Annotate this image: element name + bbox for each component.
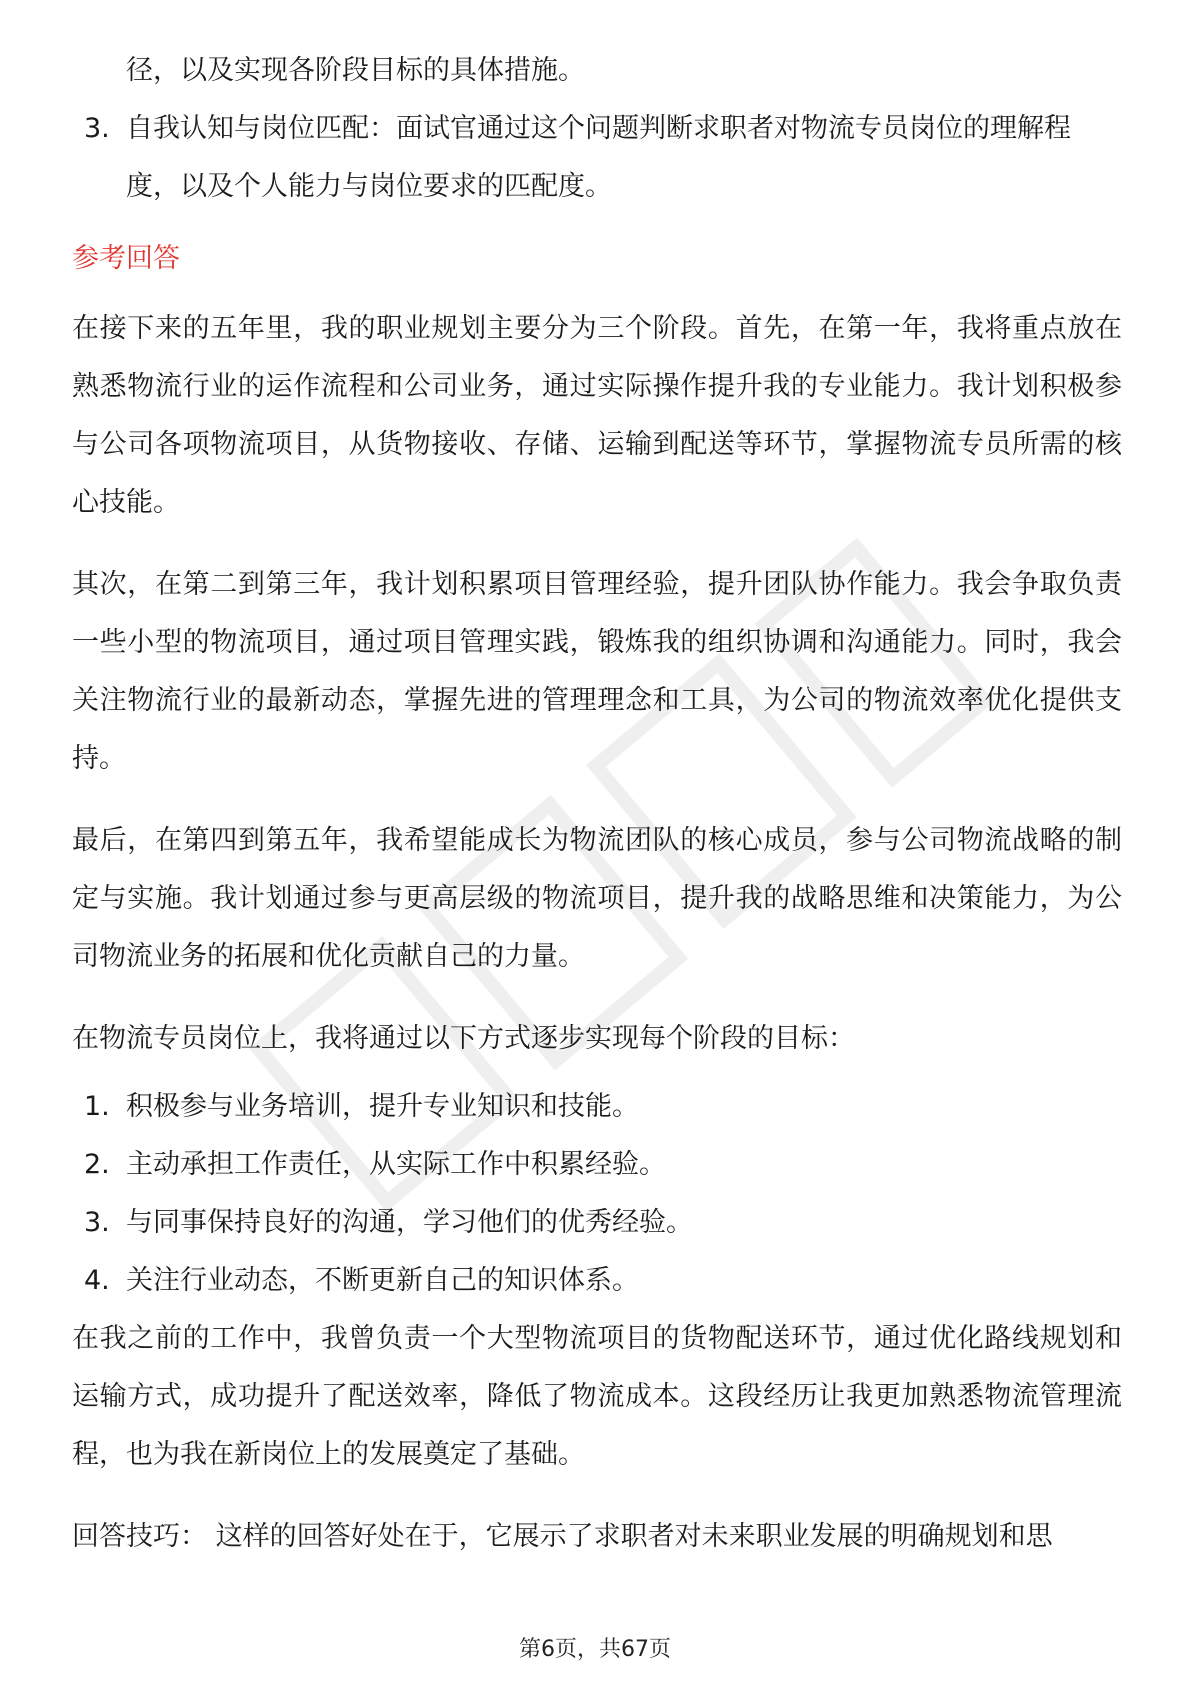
list-item: [72, 1194, 1122, 1252]
list-item: [72, 1136, 1122, 1194]
paragraph-stage-three: 最后，在第四到第五年，我希望能成长为物流团队的核心成员，参与公司物流战略的制定与实施。我计划通过参与更高层级的物流项目，提升我的战略思维和决策能力，为公司物流业务的拓展和优化贡献自己的力量。: [72, 825, 1122, 972]
paragraph-stage-two: 其次，在第二到第三年，我计划积累项目管理经验，提升团队协作能力。我会争取负责一些小型的物流项目，通过项目管理实践，锻炼我的组织协调和沟通能力。同时，我会关注物流行业的最新动态，掌握先进的管理理念和工具，为公司的物流效率优化提供支持。: [72, 569, 1122, 774]
continued-line: 径，以及实现各阶段目标的具体措施。: [126, 55, 585, 86]
section-title: 参考回答: [72, 243, 180, 274]
list-number: 3.: [84, 113, 110, 144]
list-item: [72, 1078, 1122, 1136]
list-number: 3.: [84, 1207, 110, 1238]
list-text: 积极参与业务培训，提升专业知识和技能。: [126, 1091, 639, 1122]
list-number: 1.: [84, 1091, 110, 1122]
list-text: 主动承担工作责任，从实际工作中积累经验。: [126, 1149, 666, 1180]
document-content: [72, 42, 1122, 1566]
paragraph-methods-intro: 在物流专员岗位上，我将通过以下方式逐步实现每个阶段的目标：: [72, 1023, 855, 1054]
list-number: 4.: [84, 1265, 110, 1296]
page-number-footer: 第6页，共67页: [519, 1637, 671, 1662]
paragraph-experience: 在我之前的工作中，我曾负责一个大型物流项目的货物配送环节，通过优化路线规划和运输方式，成功提升了配送效率，降低了物流成本。这段经历让我更加熟悉物流管理流程，也为我在新岗位上的发展奠定了基础。: [72, 1323, 1122, 1470]
paragraph-tips: 回答技巧： 这样的回答好处在于，它展示了求职者对未来职业发展的明确规划和思: [72, 1521, 1053, 1552]
paragraph-stage-one: 在接下来的五年里，我的职业规划主要分为三个阶段。首先，在第一年，我将重点放在熟悉物流行业的运作流程和公司业务，通过实际操作提升我的专业能力。我计划积极参与公司各项物流项目，从货物接收、存储、运输到配送等环节，掌握物流专员所需的核心技能。: [72, 313, 1122, 518]
top-list: [72, 100, 1122, 216]
list-text: 与同事保持良好的沟通，学习他们的优秀经验。: [126, 1207, 693, 1238]
steps-list: [72, 1078, 1122, 1310]
list-text: 关注行业动态，不断更新自己的知识体系。: [126, 1265, 639, 1296]
list-item: [72, 1252, 1122, 1310]
list-item: [72, 100, 1122, 216]
list-number: 2.: [84, 1149, 110, 1180]
list-text: 自我认知与岗位匹配：面试官通过这个问题判断求职者对物流专员岗位的理解程度，以及个人能力与岗位要求的匹配度。: [126, 113, 1071, 202]
